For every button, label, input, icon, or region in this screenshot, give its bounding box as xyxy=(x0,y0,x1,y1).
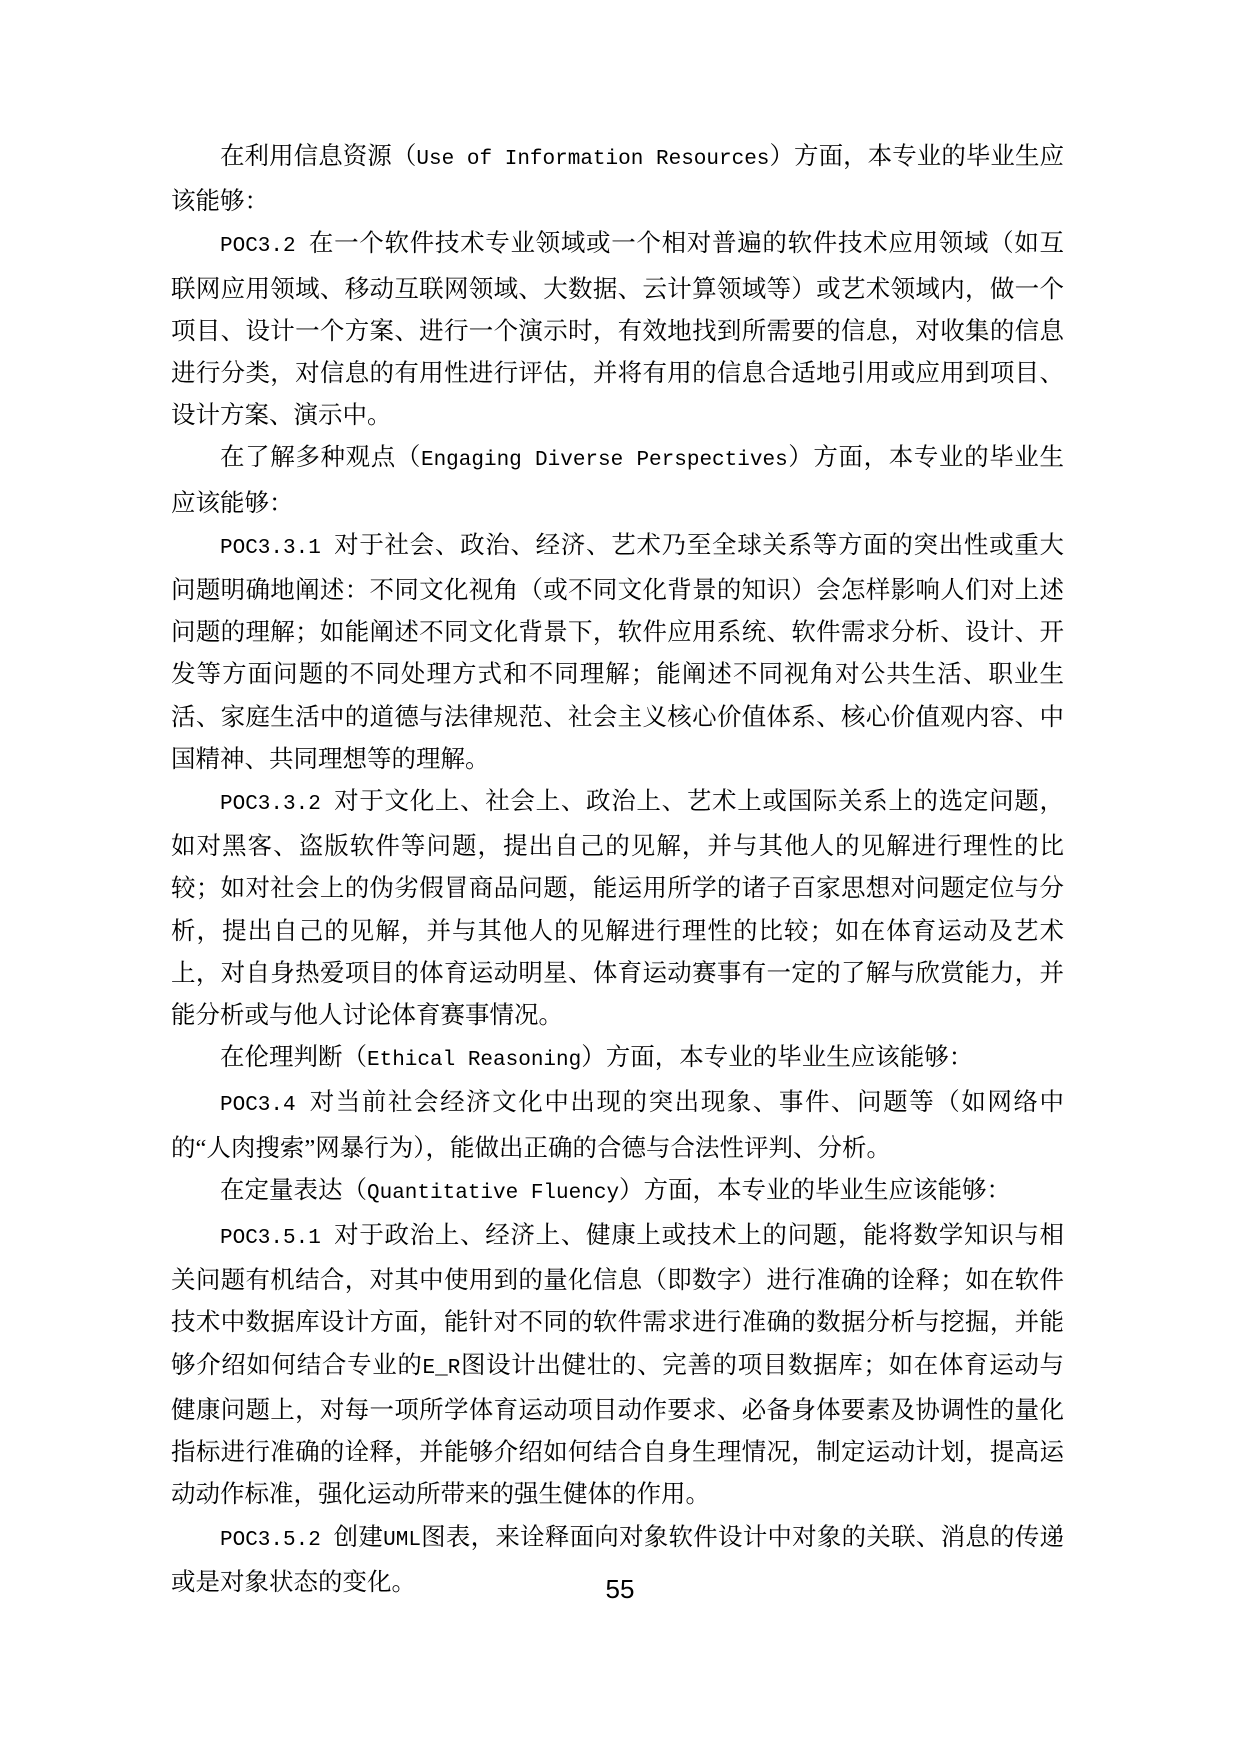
para-poc3-5-1: POC3.5.1 对于政治上、经济上、健康上或技术上的问题，能将数学知识与相关问题有机结合，对其中使用到的量化信息（即数字）进行准确的诠释；如在软件技术中数据库设计方面，能针对不同的软件需求进行准确的数据分析与挖掘，并能够介绍如何结合专业的E_R图设计出健壮的、完善的项目数据库；如在体育运动与健康问题上，对每一项所学体育运动项目动作要求、必备身体要素及协调性的量化指标进行准确的诠释，并能够介绍如何结合自身生理情况，制定运动计划，提高运动动作标准，强化运动所带来的强生健体的作用。 xyxy=(171,1222,1065,1509)
para-intro-engaging-diverse-perspectives: 在了解多种观点（Engaging Diverse Perspectives）方面，本专业的毕业生应该能够： xyxy=(171,444,1064,517)
para-poc3-2: POC3.2 在一个软件技术专业领域或一个相对普遍的软件技术应用领域（如互联网应用领域、移动互联网领域、大数据、云计算领域等）或艺术领域内，做一个项目、设计一个方案、进行一个演示时，有效地找到所需要的信息，对收集的信息进行分类，对信息的有用性进行评估，并将有用的信息合适地引用或应用到项目、设计方案、演示中。 xyxy=(171,230,1065,430)
page-body xyxy=(171,136,1064,1604)
para-intro-use-of-information-resources: 在利用信息资源（Use of Information Resources）方面，本专业的毕业生应该能够： xyxy=(171,143,1065,216)
para-intro-quantitative-fluency: 在定量表达（Quantitative Fluency）方面，本专业的毕业生应该能够： xyxy=(220,1176,1012,1205)
para-poc3-5-2: POC3.5.2 创建UML图表，来诠释面向对象软件设计中对象的关联、消息的传递或是对象状态的变化。 xyxy=(171,1523,1065,1596)
para-intro-ethical-reasoning: 在伦理判断（Ethical Reasoning）方面，本专业的毕业生应该能够： xyxy=(220,1044,974,1073)
para-poc3-3-1: POC3.3.1 对于社会、政治、经济、艺术乃至全球关系等方面的突出性或重大问题明确地阐述：不同文化视角（或不同文化背景的知识）会怎样影响人们对上述问题的理解；如能阐述不同文化背景下，软件应用系统、软件需求分析、设计、开发等方面问题的不同处理方式和不同理解；能阐述不同视角对公共生活、职业生活、家庭生活中的道德与法律规范、社会主义核心价值体系、核心价值观内容、中国精神、共同理想等的理解。 xyxy=(171,531,1065,773)
para-poc3-4: POC3.4 对当前社会经济文化中出现的突出现象、事件、问题等（如网络中的“人肉搜索”网暴行为），能做出正确的合德与合法性评判、分析。 xyxy=(171,1089,1064,1162)
page-number: 55 xyxy=(605,1574,635,1604)
page-footer xyxy=(0,1574,1240,1605)
para-poc3-3-2: POC3.3.2 对于文化上、社会上、政治上、艺术上或国际关系上的选定问题，如对黑客、盗版软件等问题，提出自己的见解，并与其他人的见解进行理性的比较；如对社会上的伪劣假冒商品问题，能运用所学的诸子百家思想对问题定位与分析，提出自己的见解，并与其他人的见解进行理性的比较；如在体育运动及艺术上，对自身热爱项目的体育运动明星、体育运动赛事有一定的了解与欣赏能力，并能分析或与他人讨论体育赛事情况。 xyxy=(171,788,1065,1030)
